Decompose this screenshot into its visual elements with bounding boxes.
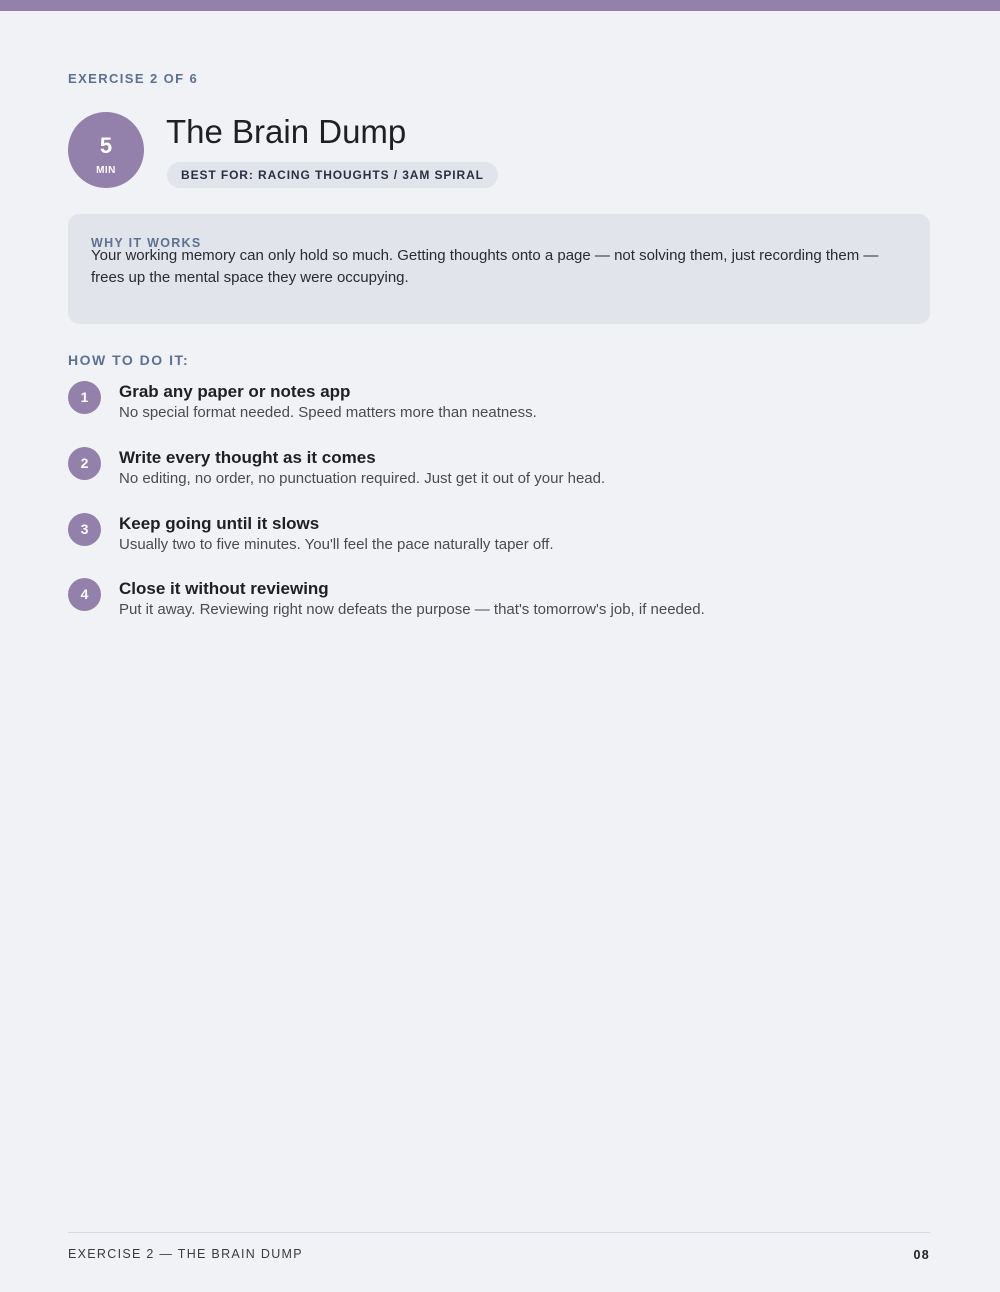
footer-running-title: EXERCISE 2 — THE BRAIN DUMP bbox=[68, 1247, 303, 1261]
step-title: Grab any paper or notes app bbox=[119, 382, 351, 401]
duration-value: 5 bbox=[99, 133, 113, 158]
step-number-badge: 1 bbox=[68, 381, 101, 414]
step-item bbox=[68, 513, 930, 561]
how-to-heading: HOW TO DO IT: bbox=[68, 352, 190, 368]
page-number: 08 bbox=[913, 1248, 930, 1262]
step-number-badge: 4 bbox=[68, 578, 101, 611]
step-item bbox=[68, 381, 930, 429]
why-it-works-panel bbox=[68, 214, 930, 324]
step-description: No special format needed. Speed matters more than neatness. bbox=[119, 404, 537, 421]
duration-unit: MIN bbox=[96, 165, 116, 176]
step-title: Keep going until it slows bbox=[119, 514, 320, 533]
page-title: The Brain Dump bbox=[166, 113, 407, 150]
step-number-badge: 2 bbox=[68, 447, 101, 480]
step-description: Put it away. Reviewing right now defeats the purpose — that's tomorrow's job, if needed. bbox=[119, 601, 705, 618]
step-item bbox=[68, 578, 930, 626]
step-description: Usually two to five minutes. You'll feel the pace naturally taper off. bbox=[119, 536, 554, 553]
top-accent-bar bbox=[0, 0, 1000, 11]
why-it-works-label: WHY IT WORKS bbox=[91, 236, 202, 250]
step-description: No editing, no order, no punctuation required. Just get it out of your head. bbox=[119, 470, 606, 487]
footer-divider bbox=[68, 1232, 930, 1233]
duration-badge bbox=[68, 112, 144, 188]
exercise-counter: EXERCISE 2 OF 6 bbox=[68, 71, 199, 86]
step-item bbox=[68, 447, 930, 495]
step-title: Write every thought as it comes bbox=[119, 448, 376, 467]
why-it-works-text: Your working memory can only hold so much. Getting thoughts onto a page — not solving them, just recording them — frees up the mental space they were occupying. bbox=[91, 247, 879, 286]
step-title: Close it without reviewing bbox=[119, 579, 329, 598]
step-number-badge: 3 bbox=[68, 513, 101, 546]
best-for-tag: BEST FOR: RACING THOUGHTS / 3AM SPIRAL bbox=[167, 162, 498, 188]
